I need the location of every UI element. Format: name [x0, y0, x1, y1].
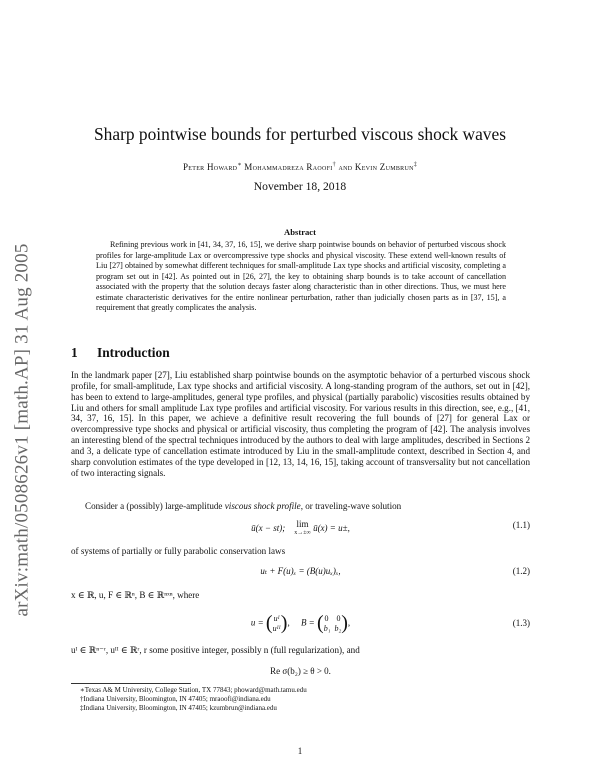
eq1-right: ū(x) = u±, [313, 523, 350, 534]
eq3-u-label: u = [250, 617, 264, 628]
footnote-rule [71, 683, 191, 684]
eq1-lim-word: lim [296, 519, 309, 529]
section-title: Introduction [97, 345, 170, 360]
abstract-text: Refining previous work in [41, 34, 37, 16, 15], we derive sharp pointwise bounds on behavior of perturbed viscous shock profiles for large-amplitude Lax or overcompressive type shocks and physical viscosity. These extend well-known results of Liu [27] obtained by somewhat different techniques for small-amplitude Lax type shocks and artificial viscosity, completing a program set out in [42]. As pointed out in [26, 27], the key to obtaining sharp bounds is to take account of cancellation associated with the property that the solution decays faster along characteristic than in other directions. Thus, we must here estimate characteristic derivatives for the entire nonlinear perturbation, rather than judicially chosen parts as in [37, 15], a requirement that greatly complicates the analysis. [96, 240, 506, 312]
p2-emphasis: viscous shock profile [224, 501, 301, 511]
eq2-body: uₜ + F(u)ₓ = (B(u)uₓ)ₓ, [260, 566, 341, 576]
intro-paragraph-4: x ∈ ℝ, u, F ∈ ℝⁿ, B ∈ ℝⁿˣⁿ, where [71, 590, 200, 600]
eq1-lim-sub: x→±∞ [294, 530, 311, 536]
B-matrix-row-1: 0 0 [324, 613, 341, 623]
p2-text-b: , or traveling-wave solution [300, 501, 402, 511]
author-name: Kevin Zumbrun [354, 162, 414, 172]
section-number: 1 [71, 345, 78, 360]
author-connector: and [338, 162, 353, 172]
author-name: Mohammadreza Raoofi [244, 162, 333, 172]
u-vector [273, 614, 281, 634]
eq3-number: (1.3) [512, 618, 530, 628]
eq1-number: (1.1) [512, 520, 530, 530]
intro-paragraph-2 [71, 501, 530, 512]
u-vector-bottom: uᴵᴵ [272, 623, 281, 633]
eq4-body: Re σ(b₂) ≥ θ > 0. [270, 666, 331, 676]
paper-date: November 18, 2018 [253, 180, 347, 193]
eq1-left: ū(x − st); [251, 523, 286, 534]
author-mark: ∗ [237, 162, 242, 168]
equation-condition [71, 666, 530, 678]
B-matrix [324, 614, 342, 634]
equation-1-1 [71, 520, 530, 536]
abstract-heading: Abstract [284, 227, 316, 237]
author-mark: ‡ [413, 162, 418, 168]
paper-title: Sharp pointwise bounds for perturbed viscous shock waves [94, 124, 506, 144]
intro-paragraph-5: uᴵ ∈ ℝⁿ⁻ʳ, uᴵᴵ ∈ ℝʳ, r some positive integer, possibly n (full regularization), and [71, 645, 360, 655]
arxiv-stamp-text: arXiv:math/0508626v1 [math.AP] 31 Aug 2005 [12, 243, 34, 617]
author-name: Peter Howard [182, 162, 238, 172]
footnote-1: ∗Texas A& M University, College Station, TX 77843; phoward@math.tamu.edu [80, 686, 307, 694]
author-mark: † [332, 162, 336, 168]
eq1-limit [294, 520, 311, 538]
equation-1-3: u = (uᴵ uᴵᴵ), B = (0 0 b₁ b₂), (1.3) [250, 612, 530, 634]
arxiv-stamp [8, 160, 38, 700]
section-heading [71, 345, 170, 361]
p2-text-a: Consider a (possibly) large-amplitude [85, 501, 225, 511]
footnote-3: ‡Indiana University, Bloomington, IN 47405; kzumbrun@indiana.edu [80, 704, 277, 712]
equation-1-2 [71, 566, 530, 580]
B-matrix-row-2: b₁ b₂ [323, 623, 342, 633]
intro-paragraph-3: of systems of partially or fully parabolic conservation laws [71, 546, 286, 556]
eq2-number: (1.2) [512, 566, 530, 576]
author-list [60, 161, 540, 172]
eq3-B-label: B = [300, 617, 315, 628]
intro-paragraph-1: In the landmark paper [27], Liu established sharp pointwise bounds on the asymptotic behavior of a perturbed viscous shock profile, for small-amplitude, Lax type shocks and artificial viscosity. A long-standing program of the authors, set out in [42], has been to extend to large-amplitudes, general type profiles, and physical (partially parabolic) viscosities results obtained by Liu and others for small amplitude Lax type profiles and artificial viscosity. For various results in this direction, see, e.g., [41, 34, 37, 16, 15]. In this paper, we achieve a definitive result recovering the full bounds of [27] for general Lax or overcompressive type shocks and physical or artificial viscosity, thus completing the program of [42]. The analysis involves an interesting blend of the spectral techniques introduced by the authors to deal with large amplitudes, described in Sections 2 and 3, a delicate type of cancellation estimate introduced by Liu in the small-amplitude context, described in Section 4, and sharp convolution estimates of the type developed in [12, 13, 14, 16, 15], taking account of transversality but not cancellation of two interacting signals. [71, 370, 530, 478]
u-vector-top: uᴵ [273, 613, 280, 623]
page-number: 1 [297, 746, 303, 756]
footnote-2: †Indiana University, Bloomington, IN 47405; mraoofi@indiana.edu [80, 695, 271, 703]
